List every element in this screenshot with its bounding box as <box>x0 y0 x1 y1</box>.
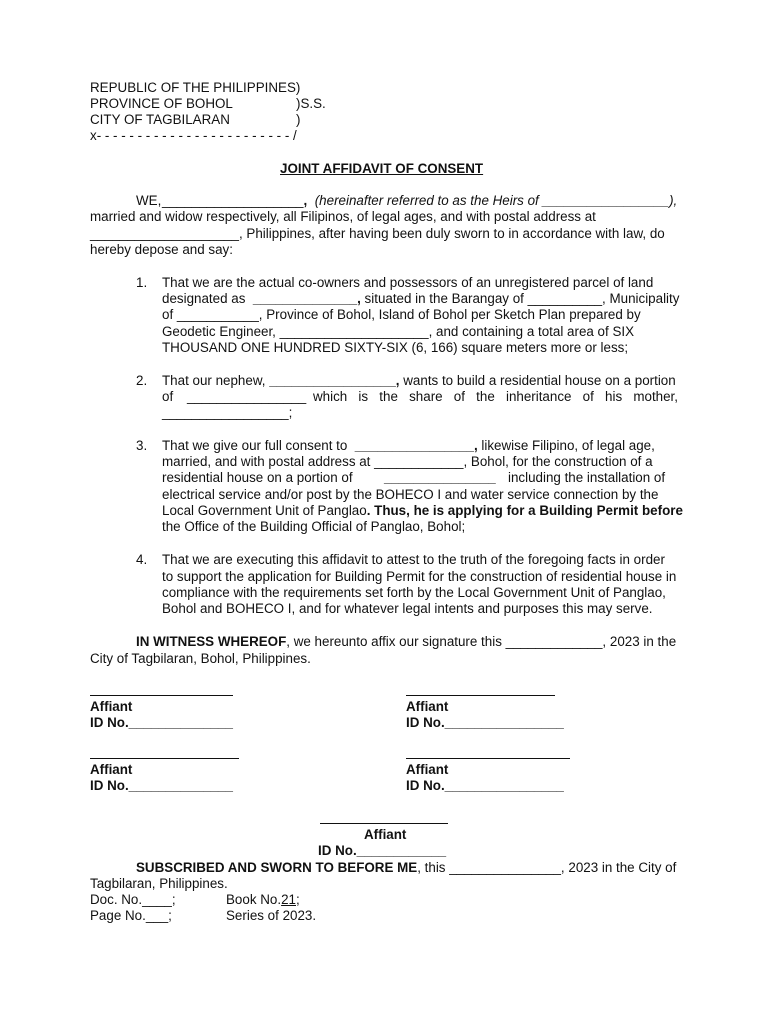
nephew-rest: wants to build a residential house on a portion <box>399 373 676 388</box>
signature-line-3 <box>90 758 239 759</box>
affiant-id-4: ID No.________________ <box>406 778 564 793</box>
item-1-line-2 <box>162 291 679 308</box>
document-title: JOINT AFFIDAVIT OF CONSENT <box>280 161 484 176</box>
designated-rest: situated in the Barangay of __________, Municipality <box>360 291 680 306</box>
item-1-line-5: THOUSAND ONE HUNDRED SIXTY-SIX (6, 166) square meters more or less; <box>162 340 629 355</box>
witness-line-2: City of Tagbilaran, Bohol, Philippines. <box>90 651 311 666</box>
jurat-line-1 <box>136 860 676 877</box>
signature-line-5 <box>320 823 448 824</box>
caption-paren: ) <box>296 112 301 127</box>
item-3-line-2: married, and with postal address at ____________, Bohol, for the construction of a <box>162 454 653 469</box>
caption-dashes: x- - - - - - - - - - - - - - - - - - - - - - - - / <box>90 128 297 143</box>
doc-number: Doc. No.____; <box>90 892 176 907</box>
item-3-line-3c: including the installation of <box>508 470 666 485</box>
affiant-label-5: Affiant <box>364 827 407 842</box>
jurat-rest: , this _______________, 2023 in the City of <box>417 860 677 875</box>
consent-blank: ________________, <box>354 438 478 453</box>
page-number: Page No.___; <box>90 908 172 923</box>
caption-ss: )S.S. <box>296 96 326 111</box>
intro-line-2: married and widow respectively, all Filipinos, of legal ages, and with postal address at <box>90 209 596 224</box>
affiant-id-2: ID No.________________ <box>406 715 564 730</box>
caption-line-city: CITY OF TAGBILARAN <box>90 112 230 127</box>
book-end: ; <box>296 892 300 907</box>
item-2-line-3: _________________; <box>162 405 293 420</box>
designated-blank: ______________, <box>252 291 361 306</box>
item-3-line-5 <box>162 503 683 520</box>
signature-line-4 <box>406 758 570 759</box>
item-4-line-1: That we are executing this affidavit to attest to the truth of the foregoing facts in order <box>162 552 665 567</box>
jurat-line-2: Tagbilaran, Philippines. <box>90 876 228 891</box>
intro-line-3: ____________________, Philippines, after having been duly sworn to in accordance with law, do <box>90 226 665 241</box>
item-3-line-3b: _______________ <box>384 470 496 485</box>
affiant-id-1: ID No.______________ <box>90 715 233 730</box>
item-4-line-2: to support the application for Building Permit for the construction of residential house in <box>162 569 677 584</box>
item-2-number: 2. <box>136 373 148 388</box>
item-1-line-4: Geodetic Engineer, ____________________, and containing a total area of SIX <box>162 324 635 339</box>
item-2-line-1 <box>162 373 676 390</box>
item-4-line-4: Bohol and BOHECO I, and for whatever legal intents and purposes this may serve. <box>162 601 653 616</box>
witness-bold: IN WITNESS WHEREOF <box>136 634 287 649</box>
caption-line-republic: REPUBLIC OF THE PHILIPPINES) <box>90 80 301 95</box>
item-3-line-6: the Office of the Building Official of Panglao, Bohol; <box>162 519 466 534</box>
intro-heirs: (hereinafter referred to as the Heirs of _________________), <box>311 193 678 208</box>
affiant-id-5: ID No.____________ <box>318 843 447 858</box>
jurat-bold: SUBSCRIBED AND SWORN TO BEFORE ME <box>136 860 418 875</box>
nephew-lead: That our nephew, <box>162 373 270 388</box>
affiant-label-3: Affiant <box>90 762 133 777</box>
nephew-blank: _________________, <box>269 373 400 388</box>
item-2-line-2a: of <box>162 389 174 404</box>
designated-label: designated as <box>162 291 246 306</box>
item-1-line-3: of ___________, Province of Bohol, Island of Bohol per Sketch Plan prepared by <box>162 307 641 322</box>
blank: ___________________ <box>162 193 304 208</box>
item-2-line-2b: ________________ <box>187 389 307 404</box>
intro-names-blank <box>162 193 307 210</box>
signature-line-2 <box>406 695 555 696</box>
book-label: Book No. <box>226 892 282 907</box>
item-3-line-4: electrical service and/or post by the BOHECO I and water service connection by the <box>162 487 659 502</box>
item-1-number: 1. <box>136 275 148 290</box>
witness-line-1 <box>136 634 676 651</box>
item-1-line-1: That we are the actual co-owners and possessors of an unregistered parcel of land <box>162 275 654 290</box>
affiant-label-1: Affiant <box>90 699 133 714</box>
item-3-line-1 <box>162 438 655 455</box>
signature-line-1 <box>90 695 233 696</box>
item-3-number: 3. <box>136 438 148 453</box>
affiant-label-4: Affiant <box>406 762 449 777</box>
witness-rest: , we hereunto affix our signature this _____________, 2023 in the <box>286 634 677 649</box>
comma: , <box>303 193 308 208</box>
lgu-panglao: Local Government Unit of Panglao <box>162 503 367 518</box>
series: Series of 2023. <box>226 908 317 923</box>
book-value: 21 <box>281 892 296 907</box>
affiant-label-2: Affiant <box>406 699 449 714</box>
item-4-number: 4. <box>136 552 148 567</box>
consent-lead: That we give our full consent to <box>162 438 352 453</box>
intro-line-4: hereby depose and say: <box>90 242 233 257</box>
consent-rest: likewise Filipino, of legal age, <box>477 438 655 453</box>
item-4-line-3: compliance with the requirements set forth by the Local Government Unit of Panglao, <box>162 585 666 600</box>
intro-we: WE, <box>136 193 162 208</box>
affiant-id-3: ID No.______________ <box>90 778 233 793</box>
thus-text: . Thus, he is applying for a Building Permit before <box>366 503 683 518</box>
book-number <box>226 892 300 909</box>
item-3-line-3a: residential house on a portion of <box>162 470 353 485</box>
caption-line-province: PROVINCE OF BOHOL <box>90 96 233 111</box>
item-2-line-2c: which is the share of the inheritance of his mother, <box>313 389 678 404</box>
